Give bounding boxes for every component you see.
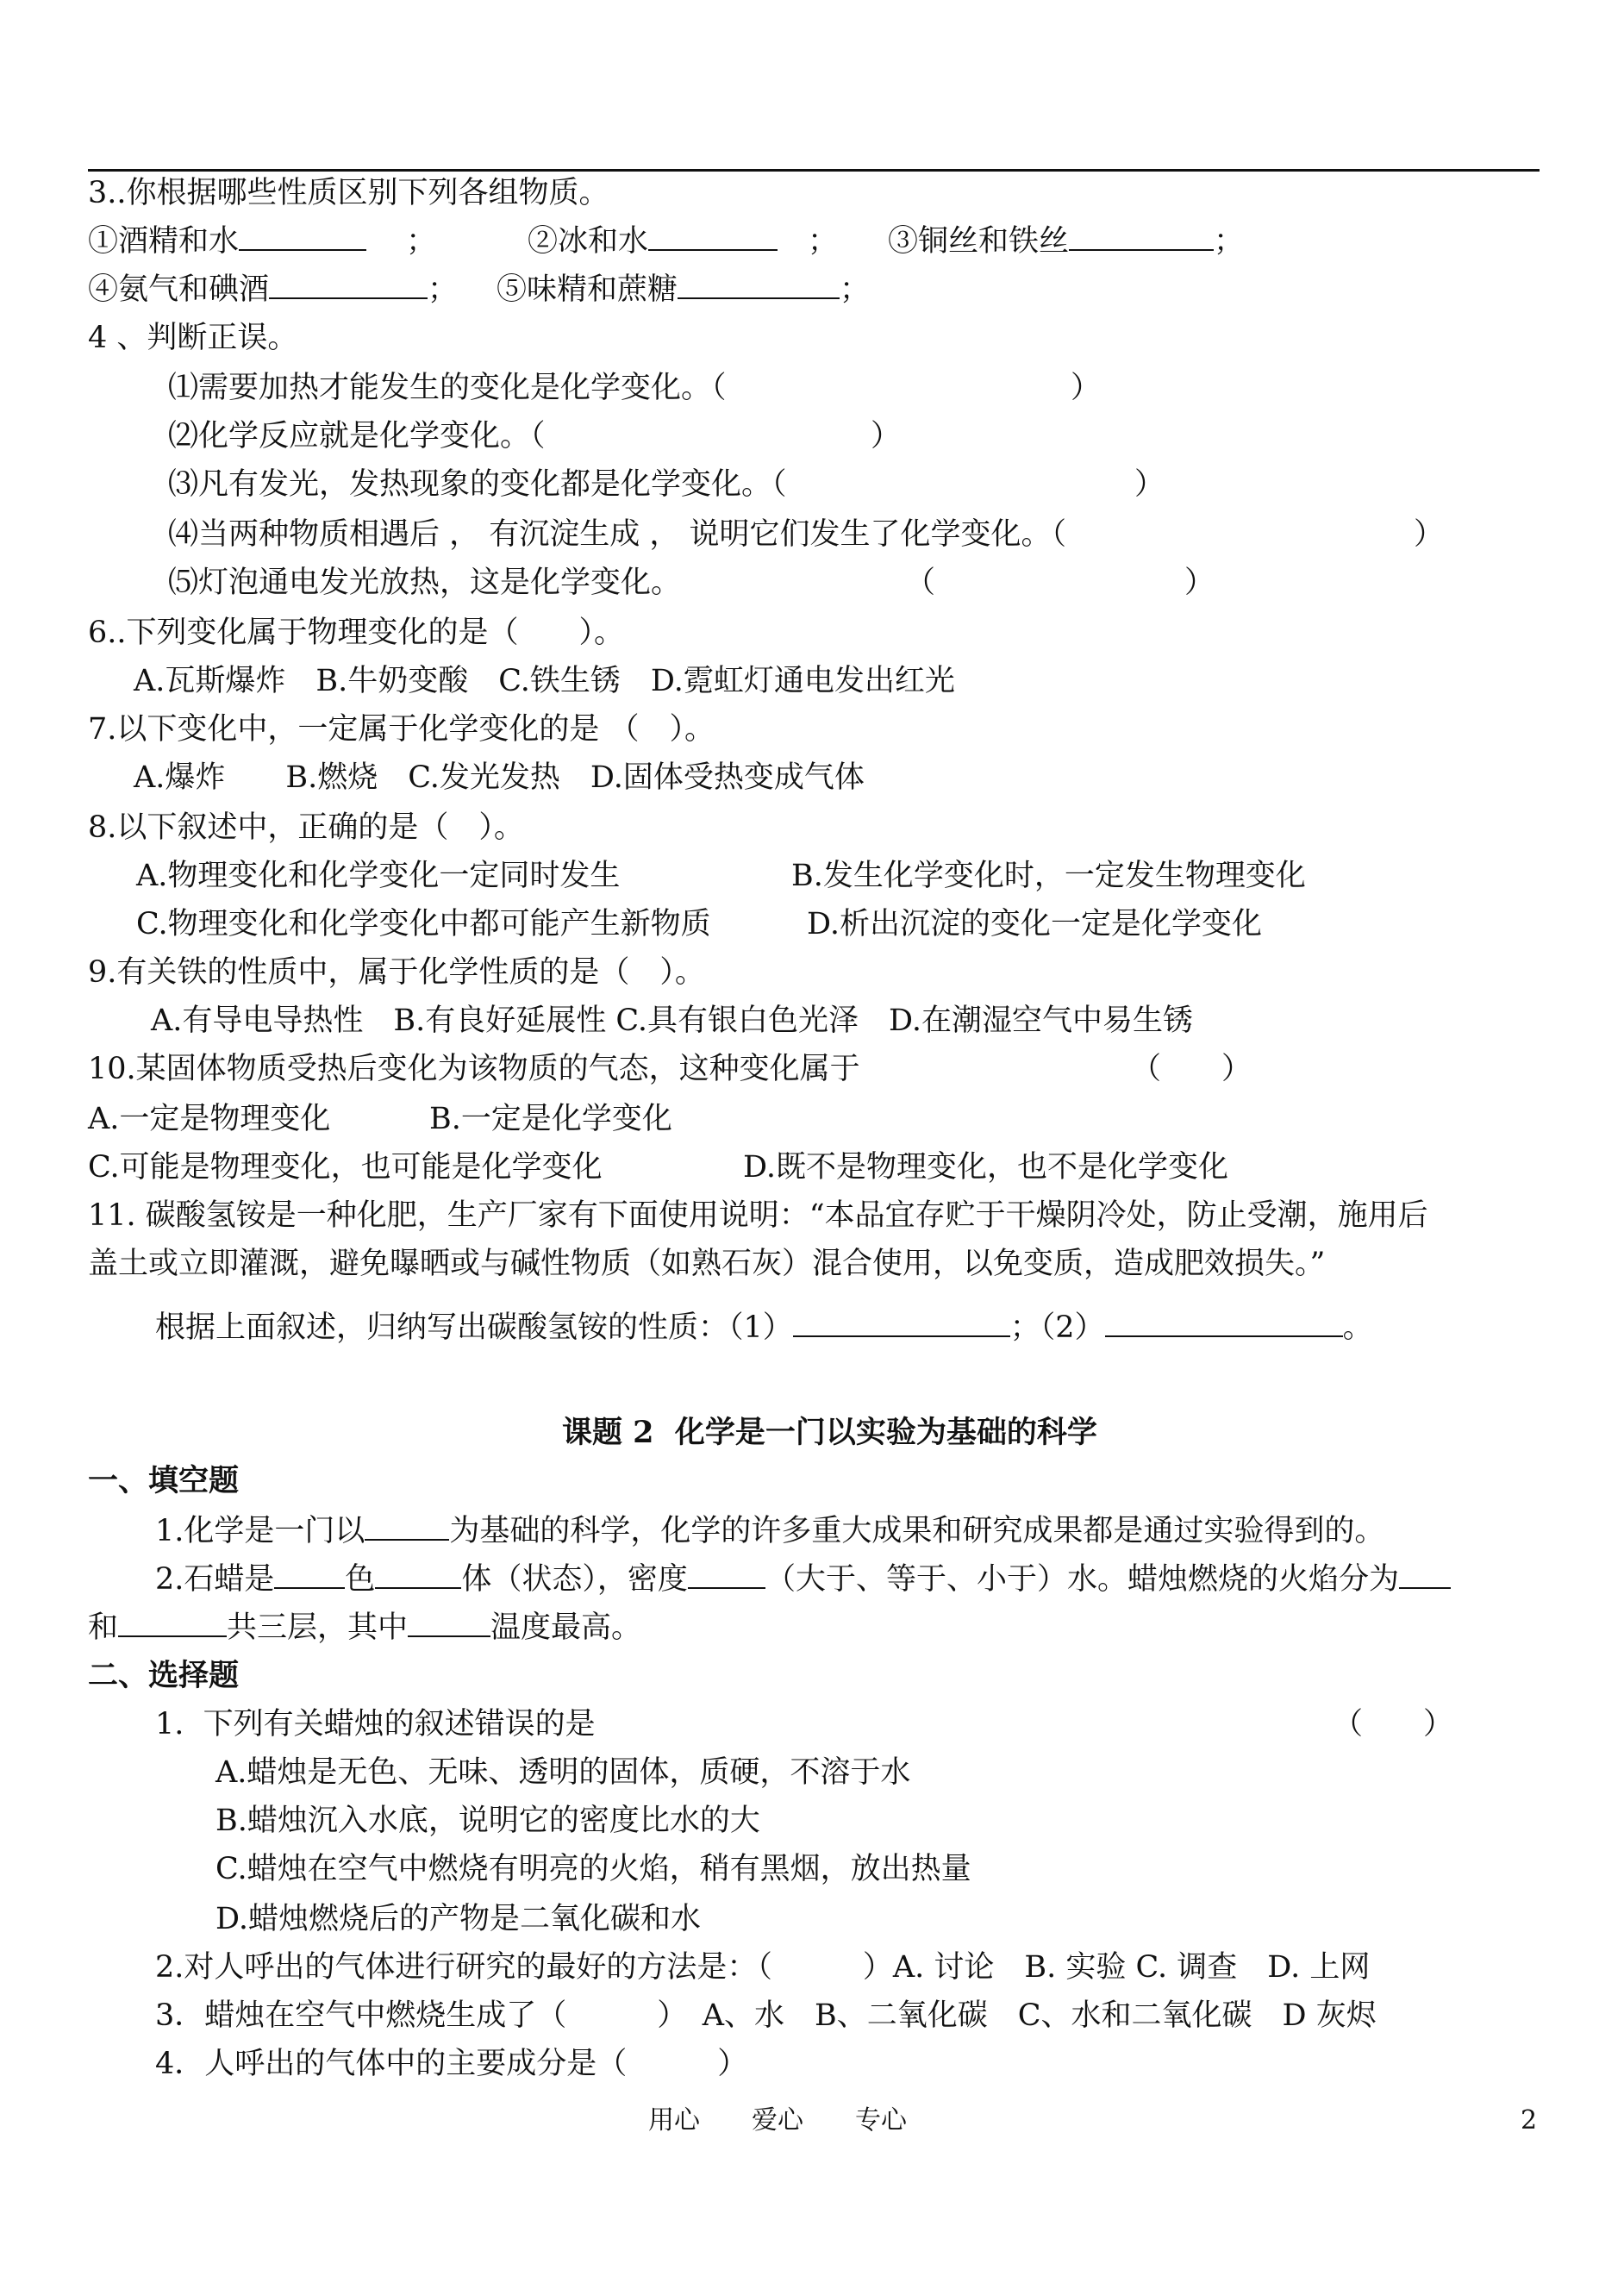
q11-blank-1[interactable] xyxy=(793,1310,1010,1337)
q10-option-b: B.一定是化学变化 xyxy=(429,1102,672,1136)
q9-title: 9.有关铁的性质中，属于化学性质的是（ ）。 xyxy=(88,955,705,990)
q8-title: 8.以下叙述中，正确的是（ ）。 xyxy=(88,810,524,845)
q4-item4-close: ） xyxy=(1414,517,1445,552)
q8-option-b: B.发生化学变化时，一定发生物理变化 xyxy=(791,859,1306,893)
header-rule xyxy=(88,169,1540,172)
q11-line2: 盖土或立即灌溉，避免曝晒或与碱性物质（如熟石灰）混合使用，以免变质，造成肥效损失。” xyxy=(88,1247,1326,1281)
q4-item1: ⑴需要加热才能发生的变化是化学变化。（ xyxy=(168,371,727,405)
choice-q1-option-a: A.蜡烛是无色、无味、透明的固体，质硬，不溶于水 xyxy=(215,1755,911,1790)
choice-title: 二、选择题 xyxy=(88,1658,240,1693)
fill-q2-cont: 和 共三层，其中 温度最高。 xyxy=(88,1610,642,1645)
q4-item3: ⑶凡有发光，发热现象的变化都是化学变化。（ xyxy=(168,467,787,502)
choice-q1-option-c: C.蜡烛在空气中燃烧有明亮的火焰，稍有黑烟，放出热量 xyxy=(215,1852,971,1886)
q3-c: ③铜丝和铁丝 xyxy=(888,224,1070,259)
q4-item5: ⑸灯泡通电发光放热，这是化学变化。 xyxy=(168,566,682,600)
q3-b-blank[interactable] xyxy=(648,223,778,251)
fill-q2: 2.石蜡是 色 体（状态），密度 （大于、等于、小于）水。蜡烛燃烧的火焰分为 xyxy=(155,1560,1451,1598)
q4-item2: ⑵化学反应就是化学变化。（ xyxy=(168,419,546,453)
fill-q1-blank[interactable] xyxy=(365,1513,449,1541)
q8-option-d: D.析出沉淀的变化一定是化学变化 xyxy=(807,907,1262,941)
q8-option-a: A.物理变化和化学变化一定同时发生 xyxy=(136,859,621,893)
q4-title: 4 、判断正误。 xyxy=(88,321,298,355)
lesson-heading: 课题 2 化学是一门以实验为基础的科学 xyxy=(562,1415,1097,1450)
fill-q2-blank-flame2[interactable] xyxy=(118,1610,227,1637)
q3-title: 3..你根据哪些性质区别下列各组物质。 xyxy=(88,176,609,210)
q3-row1-b: ②冰和水 ； xyxy=(528,224,839,259)
q4-item2-close: ） xyxy=(871,419,902,453)
q3-e-blank[interactable] xyxy=(678,272,840,299)
q4-item3-close: ） xyxy=(1134,467,1165,502)
choice-q2: 2.对人呼出的气体进行研究的最好的方法是：（ ）A. 讨论 B. 实验 C. 调查 D. 上网 xyxy=(155,1950,1371,1985)
q4-item1-close: ） xyxy=(1071,371,1102,405)
fill-q2-blank-flame1[interactable] xyxy=(1399,1561,1451,1589)
q10-title: 10.某固体物质受热后变化为该物质的气态，这种变化属于 xyxy=(88,1052,860,1086)
fill-q2-blank-state[interactable] xyxy=(375,1561,461,1589)
q10-option-a: A.一定是物理变化 xyxy=(88,1102,331,1136)
q11-blank-2[interactable] xyxy=(1105,1310,1343,1337)
q3-e: ⑤味精和蔗糖 xyxy=(497,272,678,307)
footer-motto: 用心 爱心 专心 xyxy=(648,2105,907,2136)
q7-title: 7.以下变化中，一定属于化学变化的是 （ ）。 xyxy=(88,712,715,747)
choice-q3: 3．蜡烛在空气中燃烧生成了（ ） A、水 B、二氧化碳 C、水和二氧化碳 D 灰烬 xyxy=(155,1998,1377,2033)
q11-line3: 根据上面叙述，归纳写出碳酸氢铵的性质：（1） ；（2） 。 xyxy=(155,1310,1373,1345)
q6-options: A.瓦斯爆炸 B.牛奶变酸 C.铁生锈 D.霓虹灯通电发出红光 xyxy=(134,664,955,698)
q10-option-c: C.可能是物理变化，也可能是化学变化 xyxy=(88,1150,603,1185)
choice-q1-option-d: D.蜡烛燃烧后的产物是二氧化碳和水 xyxy=(215,1902,701,1936)
q3-row2: ④氨气和碘酒 ； xyxy=(88,272,459,307)
q10-paren: （ ） xyxy=(1131,1052,1252,1086)
fill-q2-blank-hottest[interactable] xyxy=(408,1610,490,1637)
q3-b: ②冰和水 xyxy=(528,224,649,259)
q6-title: 6..下列变化属于物理变化的是（ ）。 xyxy=(88,616,625,650)
choice-q4: 4．人呼出的气体中的主要成分是（ ） xyxy=(155,2047,748,2081)
q11-line1: 11. 碳酸氢铵是一种化肥，生产厂家有下面使用说明：“本品宜存贮于干燥阴冷处，防止受潮，施用后 xyxy=(88,1198,1428,1233)
q3-c-blank[interactable] xyxy=(1069,223,1214,251)
fill-q2-blank-density[interactable] xyxy=(688,1561,765,1589)
q3-row1: ①酒精和水 ； xyxy=(88,224,437,259)
q3-d: ④氨气和碘酒 xyxy=(88,272,270,307)
choice-q1-paren: （ ） xyxy=(1333,1707,1454,1742)
choice-q1: 1. 下列有关蜡烛的叙述错误的是 xyxy=(155,1707,596,1742)
q4-item4: ⑷当两种物质相遇后 ， 有沉淀生成 ， 说明它们发生了化学变化。（ xyxy=(168,517,1067,552)
q3-a-blank[interactable] xyxy=(239,223,366,251)
q3-row2-e: ⑤味精和蔗糖 ； xyxy=(497,272,871,307)
q9-options: A.有导电导热性 B.有良好延展性 C.具有银白色光泽 D.在潮湿空气中易生锈 xyxy=(151,1004,1193,1038)
q4-item5-open: （ xyxy=(905,566,936,600)
q3-a: ①酒精和水 xyxy=(88,224,240,259)
q4-item5-close: ） xyxy=(1184,566,1215,600)
q3-row1-c: ③铜丝和铁丝 ； xyxy=(888,224,1245,259)
fill-q1: 1.化学是一门以 为基础的科学，化学的许多重大成果和研究成果都是通过实验得到的。 xyxy=(155,1514,1385,1548)
q3-d-blank[interactable] xyxy=(269,272,428,299)
fill-blank-title: 一、填空题 xyxy=(88,1463,240,1498)
fill-q2-blank-color[interactable] xyxy=(274,1561,345,1589)
q7-options: A.爆炸 B.燃烧 C.发光发热 D.固体受热变成气体 xyxy=(134,760,865,795)
q8-option-c: C.物理变化和化学变化中都可能产生新物质 xyxy=(136,907,711,941)
choice-q1-option-b: B.蜡烛沉入水底，说明它的密度比水的大 xyxy=(215,1804,760,1838)
page-number: 2 xyxy=(1521,2105,1538,2136)
q10-option-d: D.既不是物理变化，也不是化学变化 xyxy=(743,1150,1228,1185)
